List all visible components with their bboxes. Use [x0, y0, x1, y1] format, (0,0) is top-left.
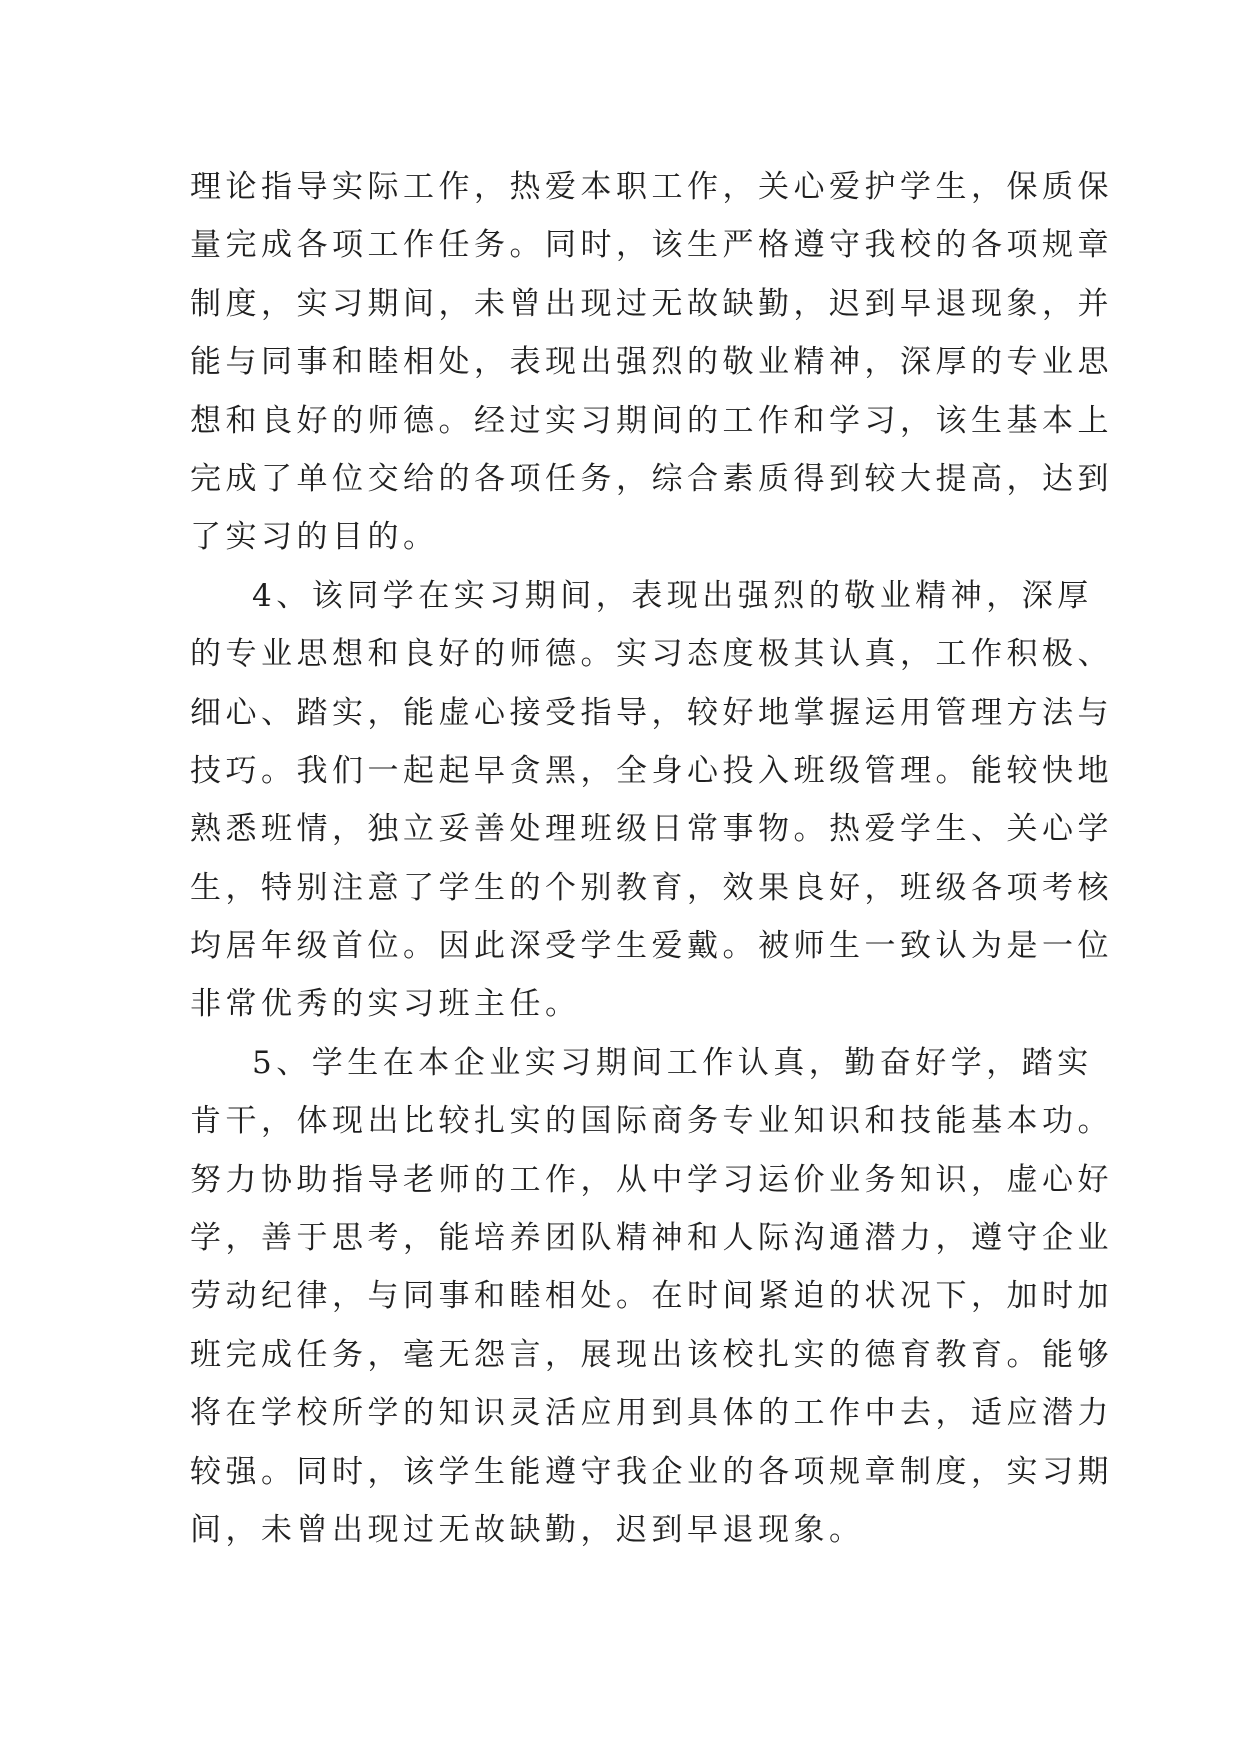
- text-line: 间，未曾出现过无故缺勤，迟到早退现象。: [190, 1511, 865, 1548]
- text-line: 想和良好的师德。经过实习期间的工作和学习，该生基本上: [190, 402, 1113, 439]
- text-line: 生，特别注意了学生的个别教育，效果良好，班级各项考核: [190, 869, 1113, 906]
- paragraph-4-start: 4、该同学在实习期间，表现出强烈的敬业精神，深厚: [252, 577, 1093, 614]
- text-line: 完成了单位交给的各项任务，综合素质得到较大提高，达到: [190, 460, 1113, 497]
- text-line: 肯干，体现出比较扎实的国际商务专业知识和技能基本功。: [190, 1103, 1113, 1140]
- text-line: 能与同事和睦相处，表现出强烈的敬业精神，深厚的专业思: [190, 344, 1113, 381]
- text-line: 了实习的目的。: [190, 519, 439, 556]
- text-line: 技巧。我们一起起早贪黑，全身心投入班级管理。能较快地: [190, 752, 1113, 789]
- text-line: 细心、踏实，能虚心接受指导，较好地掌握运用管理方法与: [190, 694, 1113, 731]
- text-line: 学，善于思考，能培养团队精神和人际沟通潜力，遵守企业: [190, 1220, 1113, 1257]
- text-line: 班完成任务，毫无怨言，展现出该校扎实的德育教育。能够: [190, 1336, 1113, 1373]
- text-line: 理论指导实际工作，热爱本职工作，关心爱护学生，保质保: [190, 169, 1113, 205]
- text-line: 劳动纪律，与同事和睦相处。在时间紧迫的状况下，加时加: [190, 1278, 1113, 1315]
- text-line: 量完成各项工作任务。同时，该生严格遵守我校的各项规章: [190, 227, 1113, 264]
- text-line: 熟悉班情，独立妥善处理班级日常事物。热爱学生、关心学: [190, 811, 1113, 848]
- document-body: [190, 158, 1113, 1559]
- paragraph-5-start: 5、学生在本企业实习期间工作认真，勤奋好学，踏实: [252, 1044, 1093, 1081]
- text-line: 非常优秀的实习班主任。: [190, 986, 581, 1023]
- text-line: 将在学校所学的知识灵活应用到具体的工作中去，适应潜力: [190, 1395, 1113, 1432]
- text-line: 较强。同时，该学生能遵守我企业的各项规章制度，实习期: [190, 1453, 1113, 1490]
- text-line: 均居年级首位。因此深受学生爱戴。被师生一致认为是一位: [190, 928, 1113, 965]
- text-line: 努力协助指导老师的工作，从中学习运价业务知识，虚心好: [190, 1161, 1113, 1198]
- text-line: 的专业思想和良好的师德。实习态度极其认真，工作积极、: [190, 636, 1113, 673]
- text-line: 制度，实习期间，未曾出现过无故缺勤，迟到早退现象，并: [190, 285, 1113, 322]
